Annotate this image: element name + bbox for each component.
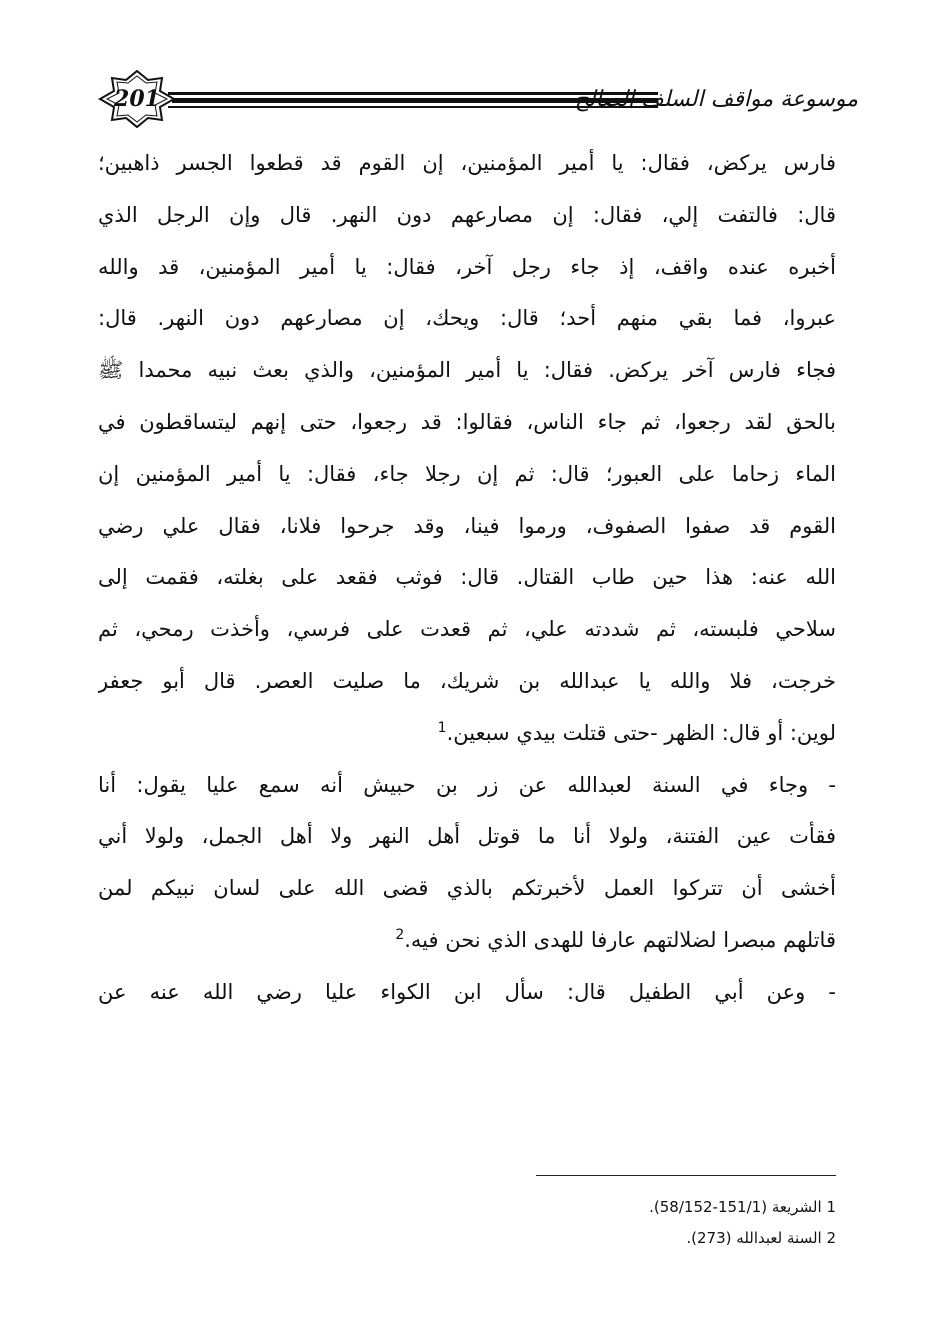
text-line-with-footnote [98,915,836,967]
text-line: الماء زحاما على العبور؛ قال: ثم إن رجلا جاء، فقال: يا أمير المؤمنين إن [98,461,836,486]
page-number: 201 [114,86,160,112]
text-line: - وجاء في السنة لعبدالله عن زر بن حبيش أنه سمع عليا يقول: أنا [98,772,836,797]
text-line-with-footnote [98,708,836,760]
footnote-1: 1 الشريعة (151/1-58/152). [649,1198,836,1216]
text-line: أخشى أن تتركوا العمل لأخبرتكم بالذي قضى الله على لسان نبيكم لمن [98,876,836,901]
page-number-badge [98,70,176,128]
footnote-ref-2: 2 [395,926,405,943]
text-line: بالحق لقد رجعوا، ثم جاء الناس، فقالوا: قد رجعوا، حتى إنهم ليتساقطون في [98,409,836,434]
book-title: موسوعة مواقف السلف الصالح [574,87,858,112]
footnote-separator [536,1175,836,1176]
text-line: - وعن أبي الطفيل قال: سأل ابن الكواء عليا رضي الله عنه عن [98,979,836,1004]
text-line-content: لوين: أو قال: الظهر -حتى قتلت بيدي سبعين. [446,720,836,745]
footnote-ref-1: 1 [437,719,447,736]
text-line: عبروا، فما بقي منهم أحد؛ قال: ويحك، إن مصارعهم دون النهر. قال: [98,306,836,331]
text-line-content: قاتلهم مبصرا لضلالتهم عارفا للهدى الذي نحن فيه. [404,927,836,952]
text-line: خرجت، فلا والله يا عبدالله بن شريك، ما صليت العصر. قال أبو جعفر [98,668,836,693]
text-line: قال: فالتفت إلي، فقال: إن مصارعهم دون النهر. قال وإن الرجل الذي [98,202,836,227]
text-line: سلاحي فلبسته، ثم شددته علي، ثم قعدت على فرسي، وأخذت رمحي، ثم [98,617,836,642]
text-line: فارس يركض، فقال: يا أمير المؤمنين، إن القوم قد قطعوا الجسر ذاهبين؛ [98,151,836,175]
main-text [98,138,836,1019]
page-header [98,70,858,128]
footnote-2: 2 السنة لعبدالله (273). [686,1229,836,1247]
text-line: فقأت عين الفتنة، ولولا أنا ما قوتل أهل النهر ولا أهل الجمل، ولولا أني [98,824,836,849]
text-line: الله عنه: هذا حين طاب القتال. قال: فوثب فقعد على بغلته، فقمت إلى [98,565,836,590]
text-line: أخبره عنده واقف، إذ جاء رجل آخر، فقال: يا أمير المؤمنين، قد والله [98,254,836,279]
footnotes [536,1192,836,1254]
text-line: القوم قد صفوا الصفوف، ورموا فينا، وقد جرحوا فلانا، فقال علي رضي [98,513,836,538]
text-line: فجاء فارس آخر يركض. فقال: يا أمير المؤمنين، والذي بعث نبيه محمدا ﷺ [98,358,836,383]
